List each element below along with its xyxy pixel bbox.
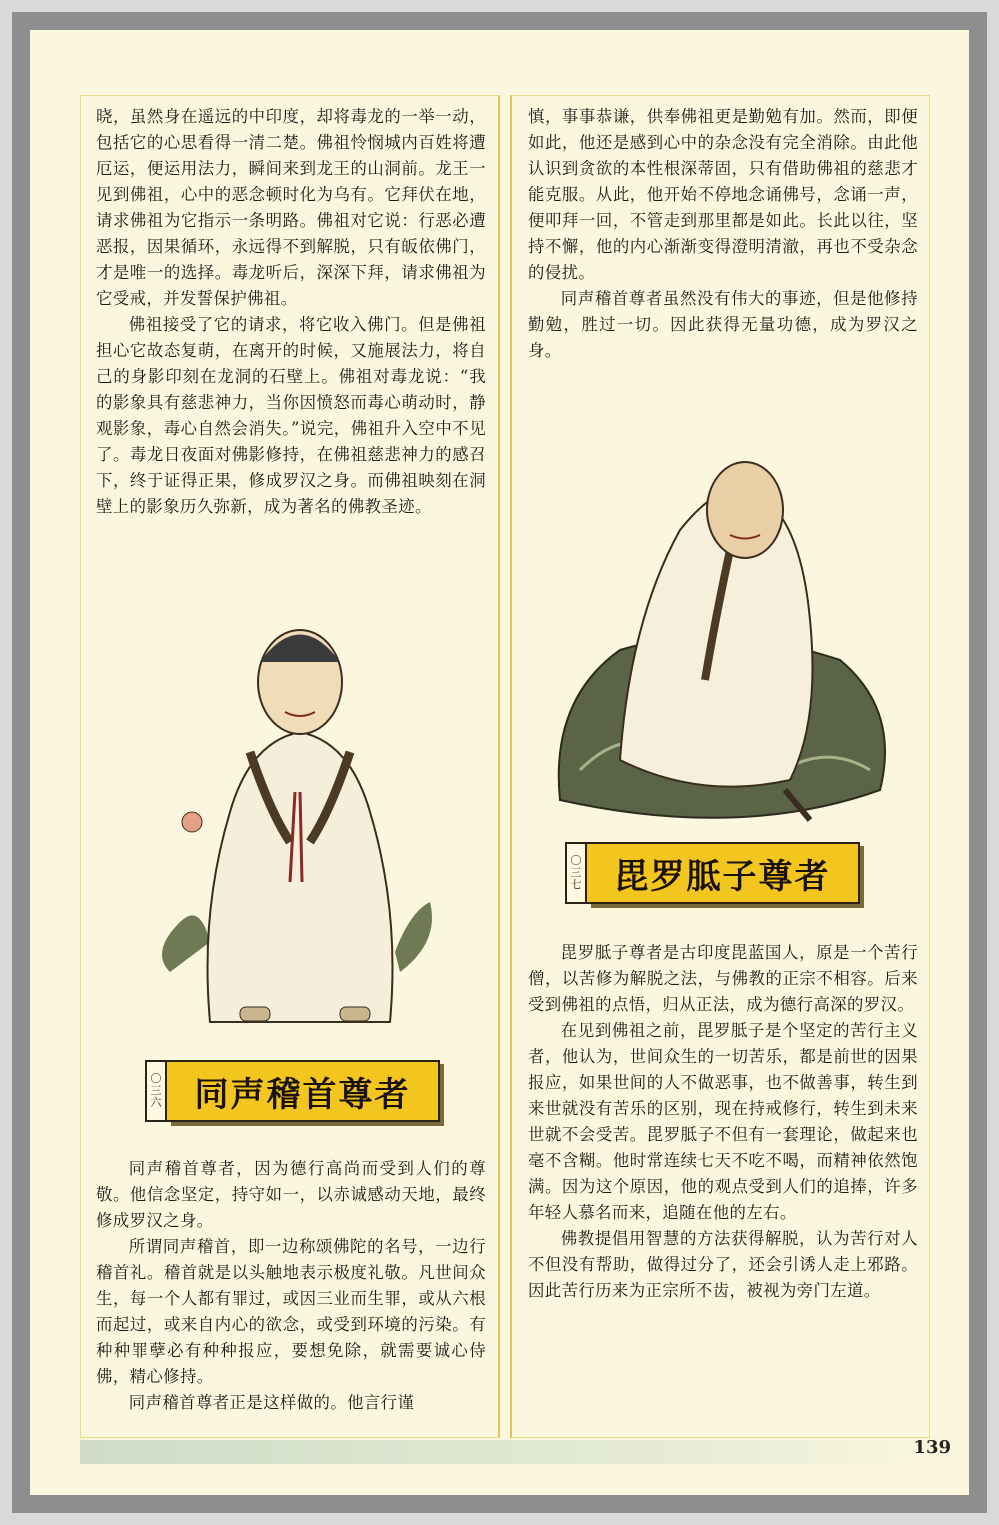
- paragraph: 佛祖接受了它的请求，将它收入佛门。但是佛祖担心它故态复萌，在离开的时候，又施展法力，将自己的身影印刻在龙洞的石壁上。佛祖对毒龙说：“我的影象具有慈悲神力，当你因愤怒而毒心萌动时，静观影象，毒心自然会消失。”说完，佛祖升入空中不见了。毒龙日夜面对佛影修持，在佛祖慈悲神力的感召下，终于证得正果，修成罗汉之身。而佛祖映刻在洞壁上的影象历久弥新，成为著名的佛教圣迹。: [96, 315, 486, 516]
- footer-band: [80, 1440, 940, 1464]
- section-title-036: [145, 1060, 440, 1122]
- paragraph: 在见到佛祖之前，毘罗胝子是个坚定的苦行主义者，他认为，世间众生的一切苦乐，都是前世的因果报应，如果世间的人不做恶事，也不做善事，转生到来世就没有苦乐的区别，现在持戒修行，转生到未来世就不会受苦。毘罗胝子不但有一套理论，做起来也毫不含糊。他时常连续七天不吃不喝，而精神依然饱满。因为这个原因，他的观点受到人们的追捧，许多年轻人慕名而来，追随在他的左右。: [528, 1021, 918, 1222]
- peach: [182, 812, 202, 832]
- paragraph: 晓，虽然身在遥远的中印度，却将毒龙的一举一动，包括它的心思看得一清二楚。佛祖怜悯城内百姓将遭厄运，便运用法力，瞬间来到龙王的山洞前。龙王一见到佛祖，心中的恶念顿时化为乌有。它拜伏在地，请求佛祖为它指示一条明路。佛祖对它说：行恶必遭恶报，因果循环，永远得不到解脱，只有皈依佛门，才是唯一的选择。毒龙听后，深深下拜，请求佛祖为它受戒，并发誓保护佛祖。: [96, 107, 486, 308]
- face: [707, 462, 783, 558]
- left-text-bottom: [96, 1156, 486, 1416]
- right-text-top: [528, 104, 918, 364]
- paragraph: 佛教提倡用智慧的方法获得解脱，认为苦行对人不但没有帮助，做得过分了，还会引诱人走上邪路。因此苦行历来为正宗所不齿，被视为旁门左道。: [528, 1229, 918, 1300]
- right-text-bottom: [528, 940, 918, 1304]
- seated-arhat-illustration-left: [140, 612, 460, 1042]
- paragraph: 同声稽首尊者，因为德行高尚而受到人们的尊敬。他信念坚定，持守如一，以赤诚感动天地，最终修成罗汉之身。: [96, 1159, 486, 1230]
- section-title-037: [565, 842, 860, 904]
- hair: [260, 635, 340, 663]
- paragraph: 同声稽首尊者虽然没有伟大的事迹，但是他修持勤勉，胜过一切。因此获得无量功德，成为罗汉之身。: [528, 289, 918, 360]
- page-number: 139: [913, 1437, 951, 1458]
- title-label: 同声稽首尊者: [167, 1060, 440, 1122]
- plant-tuft: [395, 902, 432, 972]
- paragraph: 同声稽首尊者正是这样做的。他言行谨: [128, 1393, 415, 1412]
- plant-tuft: [162, 915, 210, 972]
- shoe: [240, 1007, 270, 1021]
- paragraph: 所谓同声稽首，即一边称颂佛陀的名号，一边行稽首礼。稽首就是以头触地表示极度礼敬。凡世间众生，每一个人都有罪过，或因三业而生罪，或从六根而起过，或来自内心的欲念，或受到环境的污染。有种种罪孽必有种种报应，要想免除，就需要诚心侍佛，精心修持。: [96, 1237, 486, 1386]
- title-number: 〇 三 六: [145, 1060, 167, 1122]
- shoe: [340, 1007, 370, 1021]
- left-text-top: [96, 104, 486, 520]
- paragraph: 毘罗胝子尊者是古印度毘蓝国人，原是一个苦行僧，以苦修为解脱之法，与佛教的正宗不相容。后来受到佛祖的点悟，归从正法，成为德行高深的罗汉。: [528, 943, 918, 1014]
- title-number: 〇 三 七: [565, 842, 587, 904]
- title-label: 毘罗胝子尊者: [587, 842, 860, 904]
- seated-arhat-illustration-right: [540, 420, 910, 840]
- robe: [208, 732, 393, 1022]
- paragraph: 慎，事事恭谦，供奉佛祖更是勤勉有加。然而，即便如此，他还是感到心中的杂念没有完全消除。由此他认识到贪欲的本性根深蒂固，只有借助佛祖的慈悲才能克服。从此，他开始不停地念诵佛号，念诵一声，便叩拜一回，不管走到那里都是如此。长此以往，坚持不懈，他的内心渐渐变得澄明清澈，再也不受杂念的侵扰。: [528, 107, 918, 282]
